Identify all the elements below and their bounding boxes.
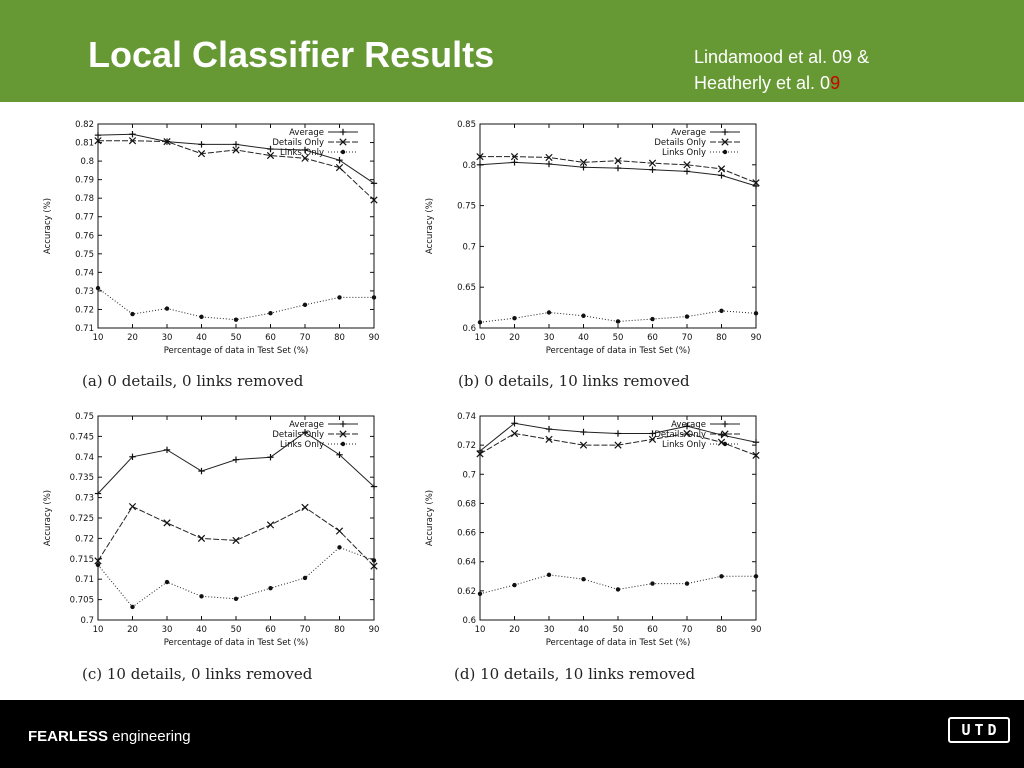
data-point	[581, 577, 585, 581]
x-tick-label: 10	[474, 333, 486, 343]
plot-frame	[98, 124, 374, 328]
legend-marker	[723, 442, 727, 446]
legend-marker	[722, 421, 728, 427]
data-point	[96, 286, 100, 290]
data-point	[337, 295, 341, 299]
x-tick-label: 80	[716, 625, 727, 635]
x-tick-label: 60	[647, 625, 658, 635]
y-tick-label: 0.64	[457, 557, 476, 568]
y-axis-label: Accuracy (%)	[425, 489, 435, 547]
data-point	[336, 157, 342, 163]
x-tick-label: 20	[127, 333, 138, 343]
data-point	[165, 306, 169, 310]
caption-d: (d) 10 details, 10 links removed	[454, 665, 696, 683]
y-tick-label: 0.725	[69, 514, 94, 524]
series-line	[98, 507, 374, 567]
legend	[272, 420, 358, 450]
data-point	[372, 295, 376, 299]
y-tick-label: 0.82	[75, 120, 94, 130]
y-tick-label: 0.72	[75, 534, 94, 545]
data-point	[164, 447, 170, 453]
data-point	[96, 563, 100, 567]
y-tick-label: 0.85	[457, 120, 476, 130]
x-tick-label: 90	[368, 333, 380, 343]
legend-marker	[340, 129, 346, 135]
data-point	[685, 581, 689, 585]
legend-label: Details Only	[654, 138, 706, 148]
data-point	[302, 504, 308, 510]
series-links-only	[478, 309, 758, 325]
chart-panel-a	[26, 116, 396, 368]
series-average	[477, 159, 759, 189]
data-point	[233, 456, 239, 462]
chart-d	[408, 408, 778, 660]
x-axis-label: Percentage of data in Test Set (%)	[163, 346, 309, 356]
data-point	[753, 439, 759, 445]
data-point	[616, 587, 620, 591]
legend	[654, 128, 740, 158]
data-point	[718, 172, 724, 178]
x-tick-label: 80	[334, 625, 345, 635]
legend-label: Links Only	[279, 148, 324, 158]
y-tick-label: 0.73	[75, 286, 94, 297]
data-point	[719, 309, 723, 313]
data-point	[268, 586, 272, 590]
series-links-only	[96, 286, 376, 322]
x-axis-label: Percentage of data in Test Set (%)	[545, 346, 691, 356]
data-point	[165, 580, 169, 584]
data-point	[650, 581, 654, 585]
data-point	[371, 180, 377, 186]
data-point	[546, 426, 552, 432]
plot-frame	[480, 124, 756, 328]
data-point	[615, 165, 621, 171]
data-point	[234, 597, 238, 601]
x-tick-label: 20	[509, 333, 520, 343]
chart-panel-d	[408, 408, 778, 660]
data-point	[512, 316, 516, 320]
y-tick-label: 0.77	[75, 212, 94, 223]
y-tick-label: 0.68	[457, 499, 476, 510]
chart-panel-b	[408, 116, 778, 368]
legend	[654, 420, 740, 450]
slide-footer	[0, 700, 1024, 768]
legend-marker	[341, 442, 345, 446]
data-point	[337, 545, 341, 549]
data-point	[372, 558, 376, 562]
series-line	[98, 432, 374, 493]
x-tick-label: 60	[647, 333, 658, 343]
data-point	[198, 141, 204, 147]
series-average	[95, 131, 377, 187]
y-tick-label: 0.705	[69, 595, 94, 606]
y-tick-label: 0.735	[69, 473, 94, 484]
data-point	[615, 430, 621, 436]
data-point	[478, 320, 482, 324]
data-point	[547, 573, 551, 577]
data-point	[268, 311, 272, 315]
citation-line-2	[694, 70, 869, 96]
y-tick-label: 0.62	[457, 586, 476, 597]
y-tick-label: 0.7	[462, 470, 476, 481]
plot-frame	[98, 416, 374, 620]
data-point	[547, 310, 551, 314]
legend-label: Average	[671, 420, 706, 430]
citation-line-2-text: Heatherly et al. 0	[694, 73, 831, 93]
series-line	[98, 288, 374, 320]
data-point	[616, 319, 620, 323]
series-details-only	[95, 503, 377, 569]
y-tick-label: 0.6	[462, 616, 476, 626]
y-tick-label: 0.8	[80, 157, 94, 168]
data-point	[129, 131, 135, 137]
legend-marker	[340, 421, 346, 427]
y-tick-label: 0.75	[75, 412, 94, 422]
legend-label: Links Only	[279, 440, 324, 450]
series-links-only	[96, 545, 376, 609]
x-tick-label: 70	[681, 333, 693, 343]
data-point	[303, 576, 307, 580]
data-point	[685, 314, 689, 318]
x-tick-label: 10	[92, 625, 104, 635]
data-point	[130, 312, 134, 316]
utd-logo	[948, 717, 1010, 743]
data-point	[580, 429, 586, 435]
caption-b: (b) 0 details, 10 links removed	[458, 372, 690, 390]
x-tick-label: 40	[196, 333, 207, 343]
data-point	[336, 528, 342, 534]
data-point	[303, 303, 307, 307]
brand-bold: FEARLESS	[28, 728, 109, 745]
x-tick-label: 30	[161, 333, 173, 343]
x-tick-label: 20	[127, 625, 138, 635]
y-tick-label: 0.7	[462, 242, 476, 253]
legend-label: Details Only	[272, 430, 324, 440]
data-point	[95, 132, 101, 138]
y-axis-label: Accuracy (%)	[43, 197, 53, 255]
x-tick-label: 40	[196, 625, 207, 635]
y-tick-label: 0.74	[75, 452, 94, 463]
y-tick-label: 0.6	[462, 324, 476, 334]
y-axis-label: Accuracy (%)	[425, 197, 435, 255]
y-tick-label: 0.72	[75, 305, 94, 316]
data-point	[130, 605, 134, 609]
chart-b	[408, 116, 778, 368]
data-point	[684, 168, 690, 174]
y-tick-label: 0.74	[457, 412, 476, 422]
legend-label: Details Only	[654, 430, 706, 440]
y-tick-label: 0.79	[75, 175, 94, 186]
citation	[694, 44, 869, 96]
x-tick-label: 80	[334, 333, 345, 343]
y-tick-label: 0.75	[457, 201, 476, 212]
legend-label: Details Only	[272, 138, 324, 148]
x-tick-label: 40	[578, 333, 589, 343]
data-point	[478, 592, 482, 596]
x-tick-label: 90	[750, 625, 762, 635]
data-point	[650, 317, 654, 321]
x-tick-label: 50	[612, 625, 624, 635]
x-tick-label: 30	[161, 625, 173, 635]
series-average	[477, 420, 759, 454]
y-tick-label: 0.73	[75, 493, 94, 504]
series-line	[480, 423, 756, 451]
data-point	[129, 503, 135, 509]
utd-logo-text: UTD	[961, 721, 1001, 739]
series-links-only	[478, 573, 758, 596]
x-tick-label: 90	[368, 625, 380, 635]
data-point	[546, 161, 552, 167]
citation-accent-digit: 9	[830, 73, 841, 93]
data-point	[649, 166, 655, 172]
legend-label: Average	[289, 128, 324, 138]
y-tick-label: 0.8	[462, 160, 476, 171]
data-point	[234, 317, 238, 321]
y-tick-label: 0.71	[75, 324, 94, 334]
x-tick-label: 40	[578, 625, 589, 635]
data-point	[199, 594, 203, 598]
y-tick-label: 0.745	[69, 432, 94, 443]
data-point	[719, 574, 723, 578]
legend-label: Average	[671, 128, 706, 138]
y-tick-label: 0.7	[80, 616, 94, 626]
data-point	[336, 164, 342, 170]
x-axis-label: Percentage of data in Test Set (%)	[545, 638, 691, 648]
data-point	[233, 141, 239, 147]
data-point	[477, 162, 483, 168]
data-point	[267, 454, 273, 460]
legend-label: Links Only	[661, 440, 706, 450]
y-tick-label: 0.81	[75, 138, 94, 149]
y-axis-label: Accuracy (%)	[43, 489, 53, 547]
legend-label: Links Only	[661, 148, 706, 158]
chart-panel-c	[26, 408, 396, 660]
data-point	[198, 535, 204, 541]
y-tick-label: 0.74	[75, 268, 94, 279]
brand-rest: engineering	[108, 728, 191, 745]
x-tick-label: 70	[299, 625, 311, 635]
slide-title: Local Classifier Results	[88, 34, 495, 75]
y-tick-label: 0.78	[75, 194, 94, 205]
x-tick-label: 10	[92, 333, 104, 343]
y-tick-label: 0.71	[75, 575, 94, 586]
x-tick-label: 50	[230, 333, 242, 343]
series-average	[95, 429, 377, 497]
data-point	[754, 311, 758, 315]
legend-marker	[723, 150, 727, 154]
x-tick-label: 60	[265, 625, 276, 635]
fearless-engineering-tagline	[28, 728, 191, 745]
chart-a	[26, 116, 396, 368]
citation-line-1: Lindamood et al. 09 &	[694, 47, 870, 67]
x-tick-label: 70	[299, 333, 311, 343]
data-point	[581, 314, 585, 318]
legend-marker	[722, 129, 728, 135]
x-tick-label: 50	[230, 625, 242, 635]
y-tick-label: 0.72	[457, 441, 476, 452]
legend	[272, 128, 358, 158]
chart-c	[26, 408, 396, 660]
x-tick-label: 30	[543, 333, 555, 343]
x-tick-label: 50	[612, 333, 624, 343]
x-tick-label: 20	[509, 625, 520, 635]
data-point	[199, 315, 203, 319]
y-tick-label: 0.66	[457, 528, 476, 539]
y-tick-label: 0.76	[75, 231, 94, 242]
y-tick-label: 0.715	[69, 554, 94, 565]
data-point	[511, 159, 517, 165]
data-point	[267, 522, 273, 528]
data-point	[198, 468, 204, 474]
data-point	[512, 583, 516, 587]
x-axis-label: Percentage of data in Test Set (%)	[163, 638, 309, 648]
data-point	[753, 183, 759, 189]
caption-a: (a) 0 details, 0 links removed	[82, 372, 304, 390]
x-tick-label: 70	[681, 625, 693, 635]
x-tick-label: 90	[750, 333, 762, 343]
x-tick-label: 30	[543, 625, 555, 635]
caption-c: (c) 10 details, 0 links removed	[82, 665, 313, 683]
x-tick-label: 10	[474, 625, 486, 635]
results-figure	[26, 108, 794, 700]
data-point	[164, 520, 170, 526]
x-tick-label: 60	[265, 333, 276, 343]
legend-marker	[341, 150, 345, 154]
slide-header	[0, 0, 1024, 102]
y-tick-label: 0.65	[457, 283, 476, 294]
legend-label: Average	[289, 420, 324, 430]
y-tick-label: 0.75	[75, 249, 94, 260]
x-tick-label: 80	[716, 333, 727, 343]
data-point	[754, 574, 758, 578]
